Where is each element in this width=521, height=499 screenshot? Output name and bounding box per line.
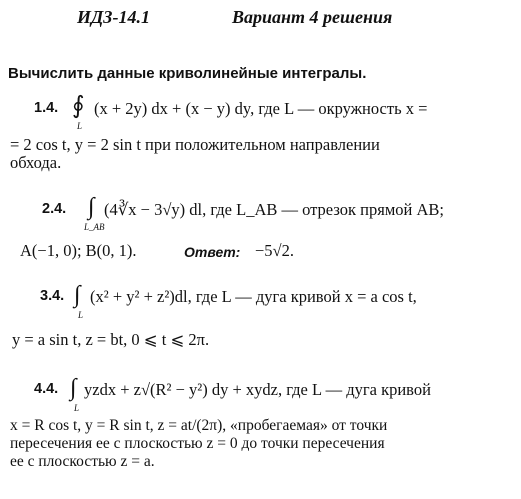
doc-id: ИДЗ-14.1 bbox=[77, 7, 150, 27]
problem-number: 1.4. bbox=[34, 100, 59, 116]
problem-line-4: ее с плоскостью z = a. bbox=[10, 453, 155, 470]
contour-integral-icon: ∮ bbox=[72, 93, 85, 119]
integral-subscript: L bbox=[77, 121, 83, 131]
problem-line-1: yzdx + z√(R² − y²) dy + xydz, где L — дуга кривой bbox=[84, 380, 431, 399]
problem-line-2: A(−1, 0); B(0, 1). bbox=[20, 241, 137, 260]
problem-line-3: обхода. bbox=[10, 153, 62, 172]
task-heading: Вычислить данные криволинейные интегралы. bbox=[8, 65, 367, 82]
variant-title: Вариант 4 решения bbox=[232, 7, 393, 27]
problem-line-2: = 2 cos t, y = 2 sin t при положительном направлении bbox=[10, 135, 380, 154]
problem-line-3: пересечения ее с плоскостью z = 0 до точки пересечения bbox=[10, 435, 385, 452]
problem-line-1: (x + 2y) dx + (x − y) dy, где L — окружность x = bbox=[94, 99, 428, 118]
problem-number: 2.4. bbox=[42, 201, 67, 217]
integral-subscript: L bbox=[78, 310, 84, 320]
integral-subscript: L_AB bbox=[84, 222, 105, 232]
problem-number: 3.4. bbox=[40, 288, 65, 304]
problem-number: 4.4. bbox=[34, 381, 59, 397]
problem-line-2: x = R cos t, y = R sin t, z = at/(2π), «пробегаемая» от точки bbox=[10, 417, 388, 434]
integral-subscript: L bbox=[74, 403, 80, 413]
integral-icon: ∫ bbox=[70, 375, 77, 401]
problem-line-1: (4∛x − 3√y) dl, где L_AB — отрезок прямой AB; bbox=[104, 200, 444, 219]
integral-icon: ∫ bbox=[74, 282, 81, 308]
problem-line-2: y = a sin t, z = bt, 0 ⩽ t ⩽ 2π. bbox=[12, 330, 210, 349]
integral-icon: ∫ bbox=[88, 194, 95, 220]
answer-value: −5√2. bbox=[255, 241, 294, 260]
problem-line-1: (x² + y² + z²)dl, где L — дуга кривой x = a cos t, bbox=[90, 287, 417, 306]
answer-label: Ответ: bbox=[184, 244, 241, 260]
